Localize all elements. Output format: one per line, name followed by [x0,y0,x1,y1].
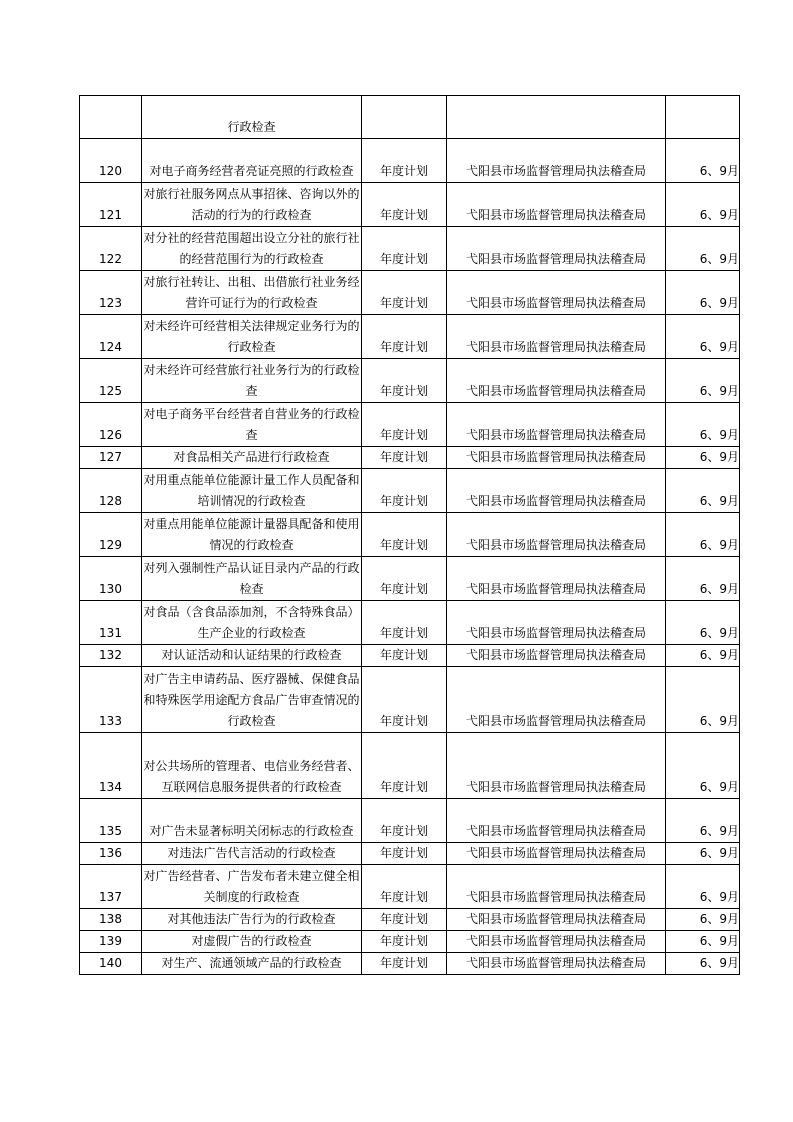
cell-inspection-item: 对认证活动和认证结果的行政检查 [142,645,362,667]
cell-basis: 年度计划 [362,271,447,315]
cell-time: 6、9月 [666,645,740,667]
cell-inspection-item: 行政检查 [142,96,362,139]
cell-time: 6、9月 [666,601,740,645]
cell-inspection-item: 对重点用能单位能源计量器具配备和使用情况的行政检查 [142,513,362,557]
cell-inspection-item: 对电子商务平台经营者自营业务的行政检查 [142,403,362,447]
cell-department: 弋阳县市场监督管理局执法稽查局 [447,799,666,843]
cell-inspection-item: 对广告经营者、广告发布者未建立健全相关制度的行政检查 [142,865,362,909]
cell-inspection-item: 对旅行社转让、出租、出借旅行社业务经营许可证行为的行政检查 [142,271,362,315]
cell-number: 129 [80,513,142,557]
cell-time: 6、9月 [666,799,740,843]
cell-basis: 年度计划 [362,799,447,843]
cell-department: 弋阳县市场监督管理局执法稽查局 [447,513,666,557]
cell-number: 120 [80,139,142,183]
cell-basis: 年度计划 [362,601,447,645]
cell-department: 弋阳县市场监督管理局执法稽查局 [447,733,666,799]
cell-inspection-item: 对违法广告代言活动的行政检查 [142,843,362,865]
cell-basis: 年度计划 [362,227,447,271]
cell-basis: 年度计划 [362,513,447,557]
cell-inspection-item: 对其他违法广告行为的行政检查 [142,909,362,931]
cell-time: 6、9月 [666,315,740,359]
cell-number: 132 [80,645,142,667]
cell-time: 6、9月 [666,359,740,403]
cell-inspection-item: 对生产、流通领域产品的行政检查 [142,953,362,975]
table-row [80,601,740,645]
table-row [80,403,740,447]
table-row [80,733,740,799]
cell-number: 125 [80,359,142,403]
cell-basis: 年度计划 [362,469,447,513]
cell-department: 弋阳县市场监督管理局执法稽查局 [447,645,666,667]
cell-number: 122 [80,227,142,271]
cell-time: 6、9月 [666,469,740,513]
table-row [80,139,740,183]
cell-time: 6、9月 [666,183,740,227]
cell-basis: 年度计划 [362,931,447,953]
cell-time: 6、9月 [666,513,740,557]
cell-number: 135 [80,799,142,843]
cell-inspection-item: 对未经许可经营旅行社业务行为的行政检查 [142,359,362,403]
cell-number: 127 [80,447,142,469]
table-row [80,645,740,667]
cell-number: 134 [80,733,142,799]
cell-time: 6、9月 [666,843,740,865]
cell-number: 130 [80,557,142,601]
cell-basis: 年度计划 [362,843,447,865]
inspection-plan-table [79,95,740,975]
cell-inspection-item: 对电子商务经营者亮证亮照的行政检查 [142,139,362,183]
cell-department: 弋阳县市场监督管理局执法稽查局 [447,865,666,909]
cell-number: 137 [80,865,142,909]
cell-time: 6、9月 [666,909,740,931]
cell-number: 139 [80,931,142,953]
table-row [80,667,740,733]
cell-number: 123 [80,271,142,315]
cell-inspection-item: 对用重点能单位能源计量工作人员配备和培训情况的行政检查 [142,469,362,513]
cell-number: 126 [80,403,142,447]
cell-department: 弋阳县市场监督管理局执法稽查局 [447,139,666,183]
cell-number: 131 [80,601,142,645]
cell-basis: 年度计划 [362,557,447,601]
cell-number: 136 [80,843,142,865]
cell-number: 121 [80,183,142,227]
cell-time: 6、9月 [666,931,740,953]
table-row [80,359,740,403]
cell-time [666,96,740,139]
cell-department: 弋阳县市场监督管理局执法稽查局 [447,843,666,865]
cell-number: 128 [80,469,142,513]
cell-time: 6、9月 [666,271,740,315]
cell-time: 6、9月 [666,733,740,799]
cell-inspection-item: 对广告未显著标明关闭标志的行政检查 [142,799,362,843]
cell-time: 6、9月 [666,557,740,601]
table-row [80,799,740,843]
cell-basis: 年度计划 [362,645,447,667]
table-row [80,271,740,315]
cell-basis: 年度计划 [362,667,447,733]
cell-department: 弋阳县市场监督管理局执法稽查局 [447,271,666,315]
cell-number: 133 [80,667,142,733]
cell-basis: 年度计划 [362,909,447,931]
cell-department: 弋阳县市场监督管理局执法稽查局 [447,557,666,601]
cell-basis: 年度计划 [362,139,447,183]
cell-department: 弋阳县市场监督管理局执法稽查局 [447,953,666,975]
table-row [80,447,740,469]
cell-department: 弋阳县市场监督管理局执法稽查局 [447,447,666,469]
cell-department: 弋阳县市场监督管理局执法稽查局 [447,227,666,271]
cell-time: 6、9月 [666,139,740,183]
cell-time: 6、9月 [666,667,740,733]
cell-department: 弋阳县市场监督管理局执法稽查局 [447,183,666,227]
cell-number [80,96,142,139]
cell-inspection-item: 对广告主申请药品、医疗器械、保健食品和特殊医学用途配方食品广告审查情况的行政检查 [142,667,362,733]
cell-basis: 年度计划 [362,183,447,227]
cell-department: 弋阳县市场监督管理局执法稽查局 [447,315,666,359]
table-row [80,469,740,513]
cell-time: 6、9月 [666,447,740,469]
cell-department: 弋阳县市场监督管理局执法稽查局 [447,909,666,931]
table-row [80,865,740,909]
table-row [80,183,740,227]
cell-inspection-item: 对食品相关产品进行行政检查 [142,447,362,469]
cell-department: 弋阳县市场监督管理局执法稽查局 [447,667,666,733]
cell-time: 6、9月 [666,227,740,271]
table-row [80,931,740,953]
cell-inspection-item: 对列入强制性产品认证目录内产品的行政检查 [142,557,362,601]
cell-inspection-item: 对虚假广告的行政检查 [142,931,362,953]
table-row [80,227,740,271]
cell-basis [362,96,447,139]
cell-department: 弋阳县市场监督管理局执法稽查局 [447,403,666,447]
table-body [80,96,740,975]
cell-basis: 年度计划 [362,953,447,975]
cell-basis: 年度计划 [362,315,447,359]
table-row [80,909,740,931]
cell-number: 138 [80,909,142,931]
table-row [80,557,740,601]
table-row [80,843,740,865]
cell-department: 弋阳县市场监督管理局执法稽查局 [447,931,666,953]
cell-department: 弋阳县市场监督管理局执法稽查局 [447,359,666,403]
cell-time: 6、9月 [666,865,740,909]
table-row [80,513,740,557]
cell-number: 124 [80,315,142,359]
cell-basis: 年度计划 [362,359,447,403]
cell-inspection-item: 对食品（含食品添加剂，不含特殊食品）生产企业的行政检查 [142,601,362,645]
cell-inspection-item: 对分社的经营范围超出设立分社的旅行社的经营范围行为的行政检查 [142,227,362,271]
cell-time: 6、9月 [666,953,740,975]
table-row [80,953,740,975]
cell-inspection-item: 对公共场所的管理者、电信业务经营者、互联网信息服务提供者的行政检查 [142,733,362,799]
table-row [80,315,740,359]
cell-basis: 年度计划 [362,447,447,469]
cell-department [447,96,666,139]
cell-number: 140 [80,953,142,975]
cell-inspection-item: 对旅行社服务网点从事招徕、咨询以外的活动的行为的行政检查 [142,183,362,227]
cell-basis: 年度计划 [362,733,447,799]
table-row [80,96,740,139]
cell-basis: 年度计划 [362,403,447,447]
cell-department: 弋阳县市场监督管理局执法稽查局 [447,601,666,645]
cell-basis: 年度计划 [362,865,447,909]
cell-department: 弋阳县市场监督管理局执法稽查局 [447,469,666,513]
cell-time: 6、9月 [666,403,740,447]
cell-inspection-item: 对未经许可经营相关法律规定业务行为的行政检查 [142,315,362,359]
